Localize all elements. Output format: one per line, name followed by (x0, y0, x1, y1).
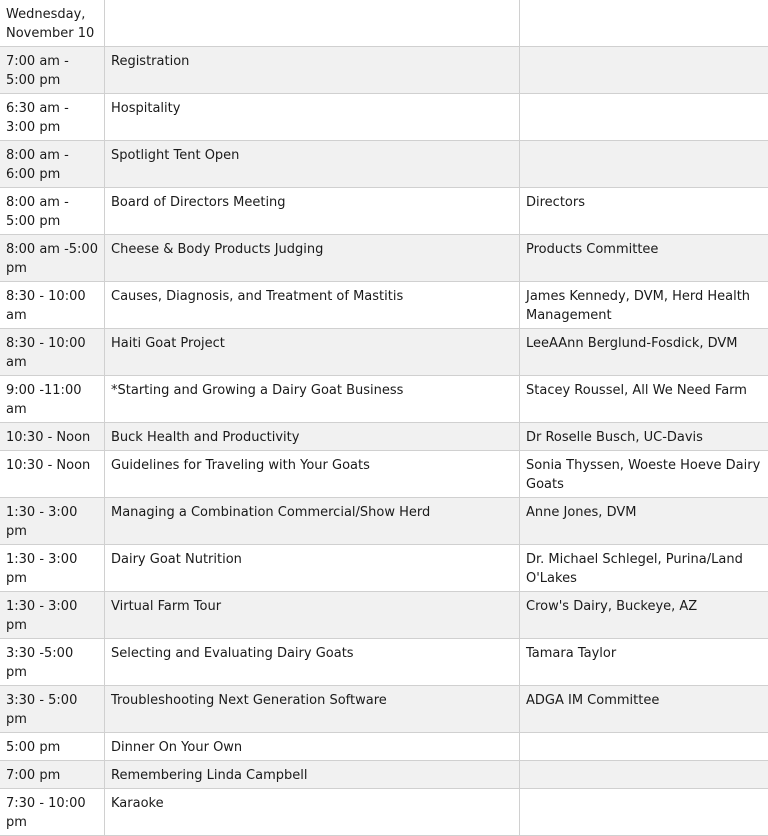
time-cell: 7:00 pm (0, 761, 105, 789)
event-cell: Managing a Combination Commercial/Show Herd (105, 498, 520, 545)
table-row (0, 423, 768, 451)
presenter-cell: James Kennedy, DVM, Herd Health Management (520, 282, 768, 329)
presenter-cell (520, 47, 768, 94)
date-cell: Wednesday, November 10 (0, 0, 105, 47)
table-row (0, 545, 768, 592)
presenter-cell (520, 94, 768, 141)
event-cell: Registration (105, 47, 520, 94)
event-cell: Guidelines for Traveling with Your Goats (105, 451, 520, 498)
time-cell: 1:30 - 3:00 pm (0, 498, 105, 545)
time-cell: 6:30 am - 3:00 pm (0, 94, 105, 141)
time-cell: 5:00 pm (0, 733, 105, 761)
time-cell: 8:00 am -5:00 pm (0, 235, 105, 282)
presenter-cell: Anne Jones, DVM (520, 498, 768, 545)
time-cell: 8:30 - 10:00 am (0, 329, 105, 376)
table-row (0, 376, 768, 423)
presenter-cell (520, 141, 768, 188)
event-cell: Causes, Diagnosis, and Treatment of Mastitis (105, 282, 520, 329)
table-row (0, 47, 768, 94)
event-cell: Remembering Linda Campbell (105, 761, 520, 789)
table-row (0, 141, 768, 188)
table-row (0, 498, 768, 545)
event-cell: Karaoke (105, 789, 520, 836)
presenter-cell: ADGA IM Committee (520, 686, 768, 733)
time-cell: 3:30 - 5:00 pm (0, 686, 105, 733)
event-cell: Virtual Farm Tour (105, 592, 520, 639)
presenter-cell: Sonia Thyssen, Woeste Hoeve Dairy Goats (520, 451, 768, 498)
table-row (0, 282, 768, 329)
table-row (0, 94, 768, 141)
event-cell: Selecting and Evaluating Dairy Goats (105, 639, 520, 686)
table-row (0, 686, 768, 733)
event-cell: Dairy Goat Nutrition (105, 545, 520, 592)
time-cell: 1:30 - 3:00 pm (0, 592, 105, 639)
event-cell: Dinner On Your Own (105, 733, 520, 761)
time-cell: 10:30 - Noon (0, 423, 105, 451)
event-cell: Haiti Goat Project (105, 329, 520, 376)
presenter-cell (520, 789, 768, 836)
time-cell: 3:30 -5:00 pm (0, 639, 105, 686)
presenter-cell (520, 0, 768, 47)
presenter-cell: Stacey Roussel, All We Need Farm (520, 376, 768, 423)
table-row (0, 188, 768, 235)
presenter-cell: Products Committee (520, 235, 768, 282)
event-cell: Board of Directors Meeting (105, 188, 520, 235)
event-cell (105, 0, 520, 47)
event-cell: Cheese & Body Products Judging (105, 235, 520, 282)
time-cell: 7:30 - 10:00 pm (0, 789, 105, 836)
event-cell: Hospitality (105, 94, 520, 141)
event-cell: Troubleshooting Next Generation Software (105, 686, 520, 733)
header-row (0, 0, 768, 47)
table-row (0, 639, 768, 686)
time-cell: 8:30 - 10:00 am (0, 282, 105, 329)
table-row (0, 451, 768, 498)
presenter-cell: Tamara Taylor (520, 639, 768, 686)
presenter-cell: Directors (520, 188, 768, 235)
time-cell: 8:00 am - 6:00 pm (0, 141, 105, 188)
presenter-cell: Dr. Michael Schlegel, Purina/Land O'Lakes (520, 545, 768, 592)
table-row (0, 592, 768, 639)
time-cell: 8:00 am - 5:00 pm (0, 188, 105, 235)
time-cell: 1:30 - 3:00 pm (0, 545, 105, 592)
time-cell: 7:00 am - 5:00 pm (0, 47, 105, 94)
presenter-cell: LeeAAnn Berglund-Fosdick, DVM (520, 329, 768, 376)
presenter-cell (520, 761, 768, 789)
presenter-cell: Crow's Dairy, Buckeye, AZ (520, 592, 768, 639)
time-cell: 10:30 - Noon (0, 451, 105, 498)
table-row (0, 329, 768, 376)
presenter-cell (520, 733, 768, 761)
presenter-cell: Dr Roselle Busch, UC-Davis (520, 423, 768, 451)
event-cell: *Starting and Growing a Dairy Goat Business (105, 376, 520, 423)
time-cell: 9:00 -11:00 am (0, 376, 105, 423)
event-cell: Spotlight Tent Open (105, 141, 520, 188)
table-row (0, 789, 768, 836)
event-cell: Buck Health and Productivity (105, 423, 520, 451)
table-row (0, 235, 768, 282)
table-row (0, 733, 768, 761)
table-row (0, 761, 768, 789)
